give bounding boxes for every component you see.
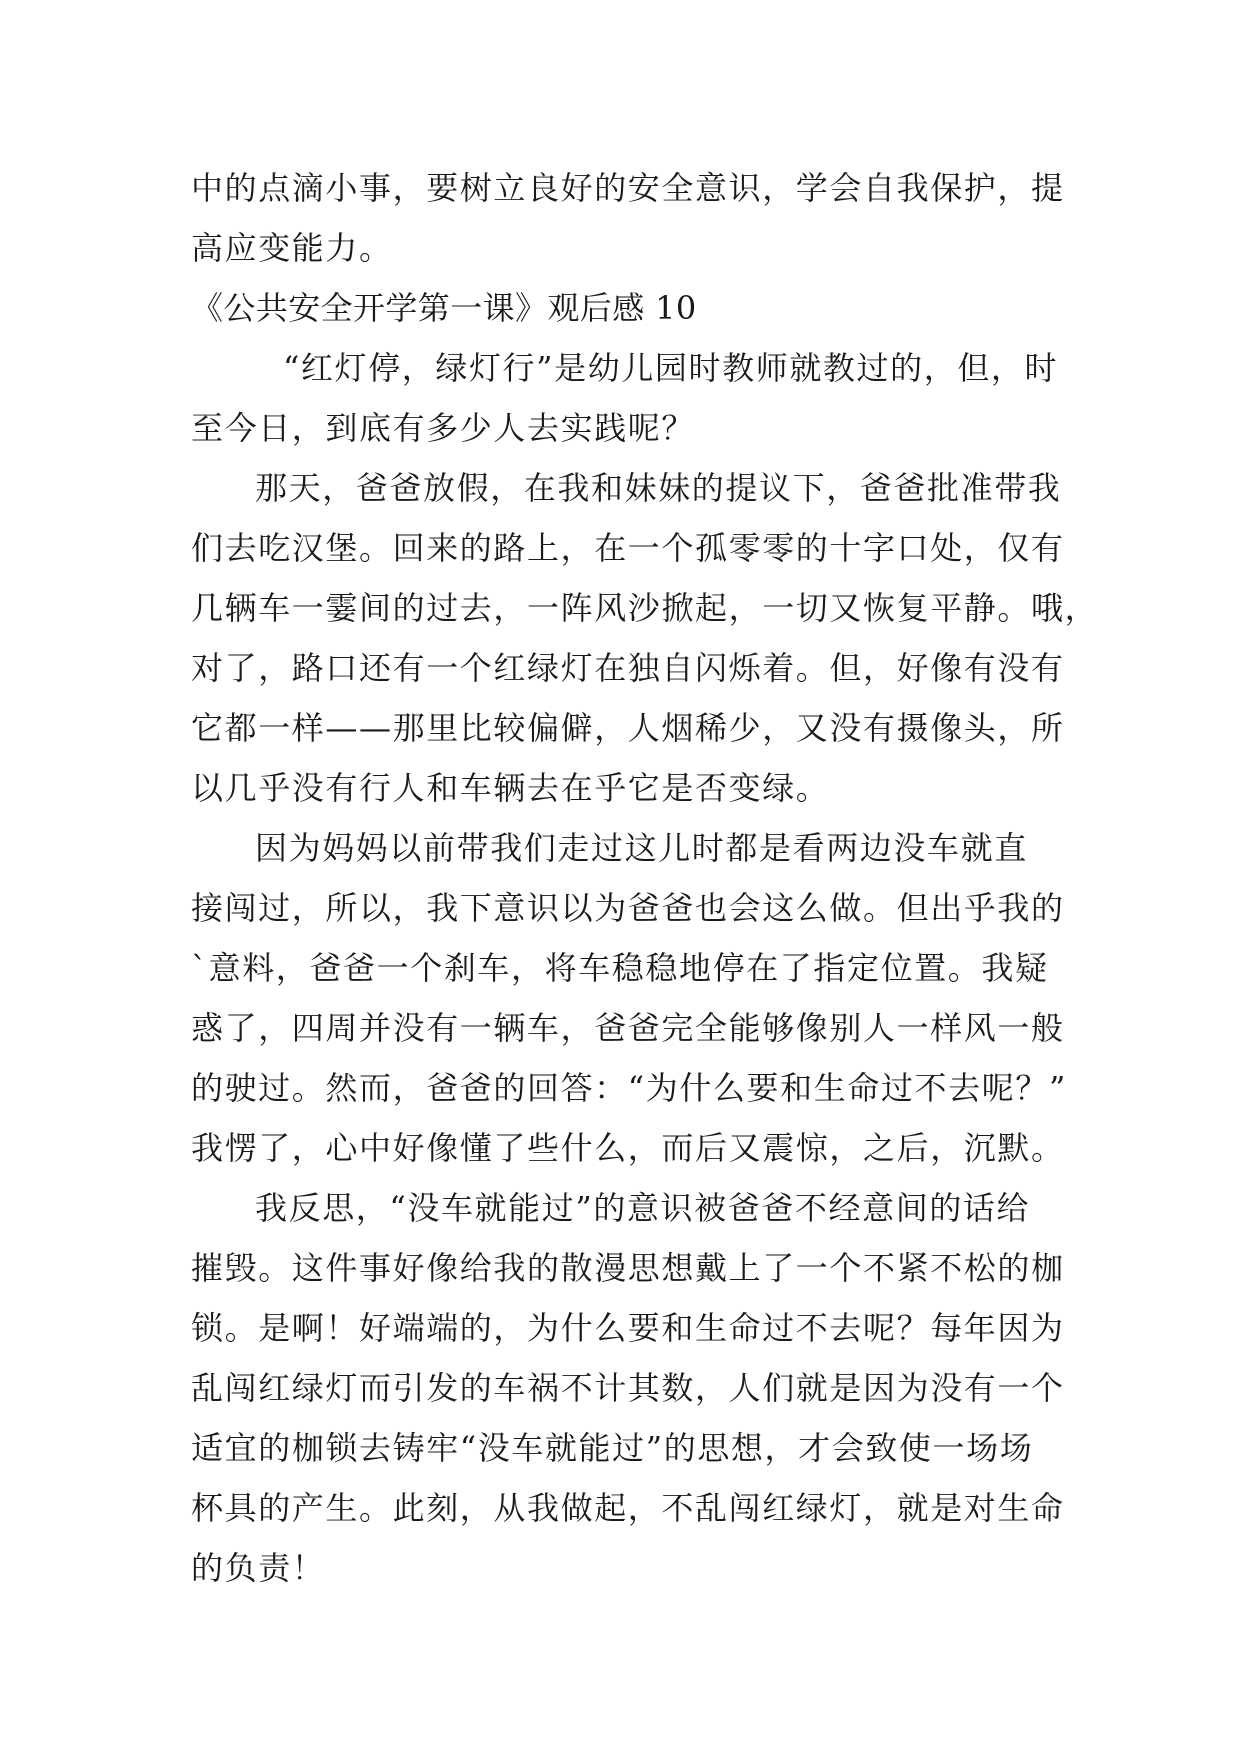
text-line: 摧毁。这件事好像给我的散漫思想戴上了一个不紧不松的枷 — [191, 1249, 1065, 1287]
text-line: 高应变能力。 — [191, 229, 393, 267]
paragraph-first-line: 因为妈妈以前带我们走过这儿时都是看两边没车就直 — [255, 829, 1028, 867]
text-line: 惑了，四周并没有一辆车，爸爸完全能够像别人一样风一般 — [191, 1009, 1065, 1047]
text-line: 几辆车一霎间的过去，一阵风沙掀起，一切又恢复平静。哦， — [191, 589, 1099, 627]
paragraph-first-line: “红灯停，绿灯行”是幼儿园时教师就教过的，但，时 — [283, 349, 1059, 387]
text-line: 中的点滴小事，要树立良好的安全意识，学会自我保护，提 — [191, 169, 1065, 207]
text-line: 锁。是啊！好端端的，为什么要和生命过不去呢？每年因为 — [191, 1309, 1065, 1347]
text-line: 接闯过，所以，我下意识以为爸爸也会这么做。但出乎我的 — [191, 889, 1065, 927]
text-line: 的驶过。然而，爸爸的回答：“为什么要和生命过不去呢？” — [191, 1069, 1067, 1107]
text-line: 们去吃汉堡。回来的路上，在一个孤零零的十字口处，仅有 — [191, 529, 1065, 567]
text-line: 我愣了，心中好像懂了些什么，而后又震惊，之后，沉默。 — [191, 1129, 1065, 1167]
text-line: 以几乎没有行人和车辆去在乎它是否变绿。 — [191, 769, 830, 807]
text-line: 的负责！ — [191, 1549, 326, 1587]
text-line: 适宜的枷锁去铸牢“没车就能过”的思想，才会致使一场场 — [191, 1429, 1034, 1467]
text-line: 至今日，到底有多少人去实践呢？ — [191, 409, 696, 447]
text-line: 对了，路口还有一个红绿灯在独自闪烁着。但，好像有没有 — [191, 649, 1065, 687]
text-line: 杯具的产生。此刻，从我做起，不乱闯红绿灯，就是对生命 — [191, 1489, 1065, 1527]
text-line: 乱闯红绿灯而引发的车祸不计其数，人们就是因为没有一个 — [191, 1369, 1065, 1407]
section-title: 《公共安全开学第一课》观后感 10 — [191, 289, 697, 327]
paragraph-first-line: 那天，爸爸放假，在我和妹妹的提议下，爸爸批准带我 — [255, 469, 1062, 507]
document-body — [191, 158, 1099, 1598]
text-line: 它都一样——那里比较偏僻，人烟稀少，又没有摄像头，所 — [191, 709, 1065, 747]
paragraph-first-line: 我反思，“没车就能过”的意识被爸爸不经意间的话给 — [255, 1189, 1031, 1227]
text-line: `意料，爸爸一个刹车，将车稳稳地停在了指定位置。我疑 — [191, 949, 1049, 987]
